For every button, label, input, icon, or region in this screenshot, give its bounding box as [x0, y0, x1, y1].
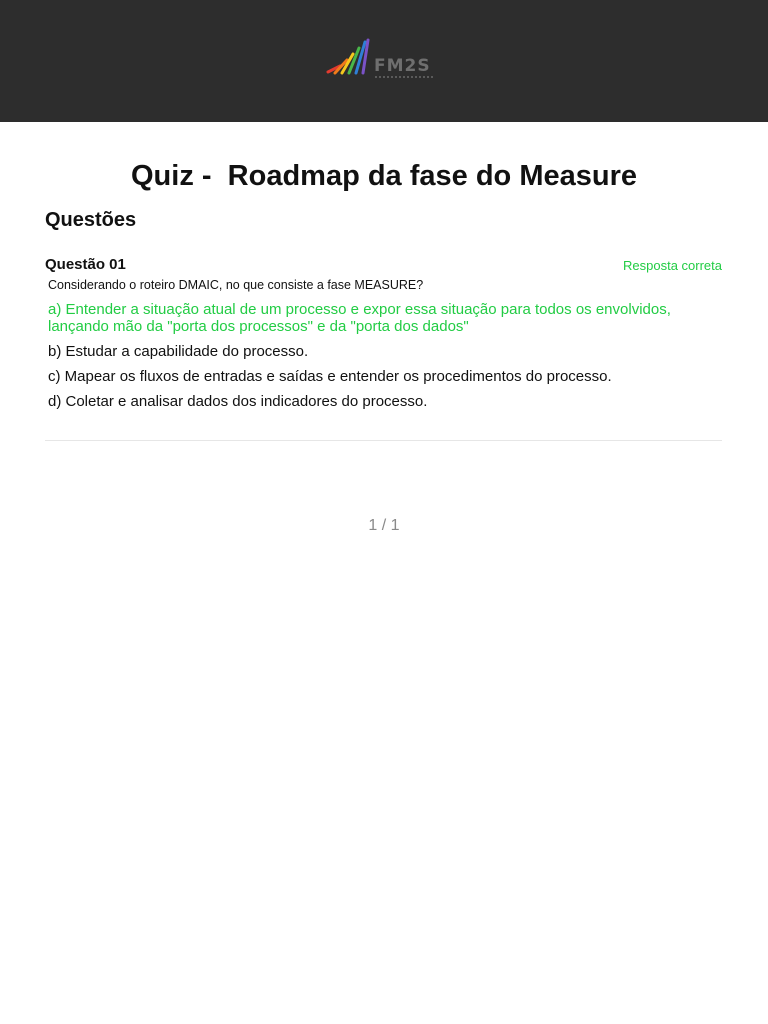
logo-bars-icon — [326, 38, 374, 78]
divider — [45, 440, 722, 441]
option-a[interactable]: a) Entender a situação atual de um processo e expor essa situação para todos os envolvidos, lançando mão da "porta dos processos" e da "porta dos dados" — [48, 301, 671, 335]
fm2s-logo — [326, 38, 436, 84]
question-label: Questão 01 — [45, 256, 126, 273]
option-b[interactable]: b) Estudar a capabilidade do processo. — [48, 343, 309, 360]
page-header — [0, 0, 768, 122]
page-indicator: 1 / 1 — [368, 517, 400, 534]
logo-text: FM2S — [374, 56, 431, 76]
option-c[interactable]: c) Mapear os fluxos de entradas e saídas e entender os procedimentos do processo. — [48, 368, 612, 385]
logo-tagline — [375, 76, 433, 78]
section-title: Questões — [45, 209, 137, 231]
page-title: Quiz - Roadmap da fase do Measure — [131, 160, 637, 192]
question-card — [45, 256, 722, 418]
question-text: Considerando o roteiro DMAIC, no que consiste a fase MEASURE? — [48, 278, 424, 292]
answer-status-badge: Resposta correta — [623, 258, 722, 273]
question-header — [45, 256, 722, 276]
answer-options — [48, 301, 722, 410]
option-d[interactable]: d) Coletar e analisar dados dos indicadores do processo. — [48, 393, 428, 410]
